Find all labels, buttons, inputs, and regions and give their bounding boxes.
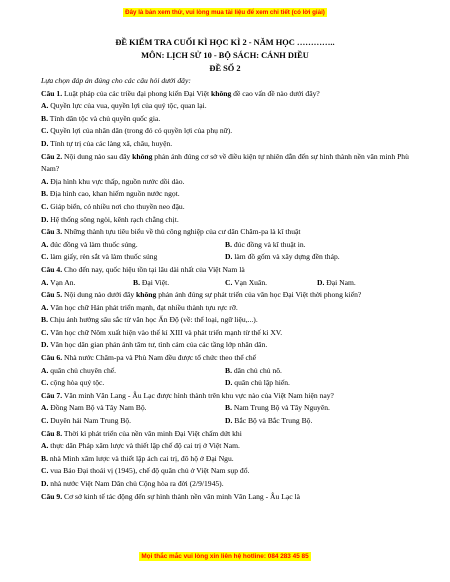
q6-options-row-1 [41, 365, 409, 378]
exam-number: ĐỀ SỐ 2 [209, 64, 241, 73]
q5-option-d[interactable]: D. Văn học dân gian phản ánh tâm tư, tình cảm của các tầng lớp nhân dân. [41, 340, 268, 350]
q3-options-row-2 [41, 251, 409, 264]
q5-option-b[interactable]: B. Chịu ảnh hưởng sâu sắc từ văn học Ấn Độ (về: thể loại, ngữ liệu,...). [41, 315, 258, 325]
instruction: Lựa chọn đáp án đúng cho các câu hỏi dưới đây: [41, 76, 191, 85]
question-7: Câu 7. Văn minh Văn Lang - Âu Lạc được hình thành trên khu vực nào của Việt Nam hiện nay? [41, 390, 334, 400]
q4-option-b[interactable]: B. Đại Việt. [133, 277, 170, 287]
q1-option-b[interactable]: B. Tính dân tộc và chủ quyền quốc gia. [41, 113, 161, 123]
hotline-footer: Mọi thắc mắc vui lòng xin liên hệ hotline: 084 283 45 85 [141, 553, 309, 560]
q4-options-row [41, 277, 409, 290]
question-3: Câu 3. Những thành tựu tiêu biểu về thủ công nghiệp của cư dân Chăm-pa là kĩ thuật [41, 227, 301, 237]
question-9: Câu 9. Cơ sở kinh tế tác động đến sự hình thành nền văn minh Văn Lang - Âu Lạc là [41, 491, 300, 501]
q7-option-b[interactable]: B. Nam Trung Bộ và Tây Nguyên. [225, 403, 330, 413]
q3-option-b[interactable]: B. đúc đồng và kĩ thuật in. [225, 239, 306, 249]
q3-option-a[interactable]: A. đúc đồng và làm thuốc súng. [41, 239, 138, 249]
q2-option-d[interactable]: D. Hệ thống sông ngòi, kênh rạch chằng chịt. [41, 214, 179, 224]
q7-options-row-1 [41, 402, 409, 415]
exam-title: ĐỀ KIỂM TRA CUỐI KÌ HỌC KÌ 2 - NĂM HỌC ………….. [115, 38, 335, 47]
q3-option-d[interactable]: D. làm đồ gốm và xây dựng đền tháp. [225, 252, 340, 262]
q2-option-c[interactable]: C. Giáp biển, có nhiều nơi cho thuyền neo đậu. [41, 201, 185, 211]
q8-option-b[interactable]: B. nhà Minh xâm lược và thiết lập ách cai trị, đô hộ ở Đại Ngu. [41, 453, 234, 463]
q6-option-c[interactable]: C. cộng hòa quý tộc. [41, 378, 105, 388]
q8-option-a[interactable]: A. thực dân Pháp xâm lược và thiết lập chế độ cai trị ở Việt Nam. [41, 441, 240, 451]
q7-option-a[interactable]: A. Đồng Nam Bộ và Tây Nam Bộ. [41, 403, 147, 413]
q4-option-a[interactable]: A. Vạn An. [41, 277, 76, 287]
subject-title: MÔN: LỊCH SỬ 10 - BỘ SÁCH: CÁNH DIỀU [141, 51, 309, 60]
exam-content [41, 36, 409, 503]
preview-banner: Đây là bản xem thử, vui lòng mua tài liệu để xem chi tiết (có lời giải) [125, 9, 325, 16]
question-8: Câu 8. Thời kì phát triển của nền văn minh Đại Việt chấm dứt khi [41, 428, 242, 438]
q4-option-c[interactable]: C. Vạn Xuân. [225, 277, 268, 287]
q3-option-c[interactable]: C. làm giấy, rèn sắt và làm thuốc súng [41, 252, 158, 262]
q1-option-d[interactable]: D. Tính tự trị của các làng xã, châu, huyện. [41, 138, 173, 148]
q5-option-c[interactable]: C. Văn học chữ Nôm xuất hiện vào thế kỉ XIII và phát triển mạnh từ thế kỉ XV. [41, 327, 283, 337]
q6-option-b[interactable]: B. dân chủ chủ nô. [225, 365, 282, 375]
q2-option-b[interactable]: B. Địa hình cao, khan hiếm nguồn nước ngọt. [41, 189, 180, 199]
q8-option-d[interactable]: D. nhà nước Việt Nam Dân chủ Cộng hòa ra đời (2/9/1945). [41, 479, 224, 488]
q6-option-a[interactable]: A. quân chủ chuyên chế. [41, 365, 117, 375]
q7-option-d[interactable]: D. Bắc Bộ và Bắc Trung Bộ. [225, 416, 313, 426]
question-1: Câu 1. Luật pháp của các triều đại phong kiến Đại Việt không đề cao vấn đề nào dưới đây? [41, 88, 320, 98]
q1-option-a[interactable]: A. Quyền lực của vua, quyền lợi của quý tộc, quan lại. [41, 101, 207, 111]
q7-options-row-2 [41, 415, 409, 428]
q1-option-c[interactable]: C. Quyền lợi của nhân dân (trong đó có quyền lợi của phụ nữ). [41, 126, 233, 136]
q7-option-c[interactable]: C. Duyên hải Nam Trung Bộ. [41, 416, 132, 426]
q6-option-d[interactable]: D. quân chủ lập hiến. [225, 378, 290, 388]
question-2: Câu 2. Nội dung nào sau đây không phản ánh đúng cơ sở về điều kiện tự nhiên dẫn đến sự hình thành nền văn minh Phù Nam? [41, 151, 409, 174]
q4-option-d[interactable]: D. Đại Nam. [317, 277, 356, 287]
question-4: Câu 4. Cho đến nay, quốc hiệu tồn tại lâu dài nhất của Việt Nam là [41, 264, 245, 274]
q8-option-c[interactable]: C. vua Bảo Đại thoái vị (1945), chế độ quân chủ ở Việt Nam sụp đổ. [41, 466, 250, 476]
question-6: Câu 6. Nhà nước Chăm-pa và Phù Nam đều được tổ chức theo thể chế [41, 353, 257, 363]
q6-options-row-2 [41, 377, 409, 390]
q2-option-a[interactable]: A. Địa hình khu vực thấp, nguồn nước dồi dào. [41, 176, 185, 186]
q5-option-a[interactable]: A. Văn học chữ Hán phát triển mạnh, đạt nhiều thành tựu rực rỡ. [41, 302, 238, 312]
q3-options-row-1 [41, 239, 409, 252]
question-5: Câu 5. Nội dung nào dưới đây không phản ánh đúng sự phát triển của văn học Đại Việt thời phong kiến? [41, 290, 362, 300]
